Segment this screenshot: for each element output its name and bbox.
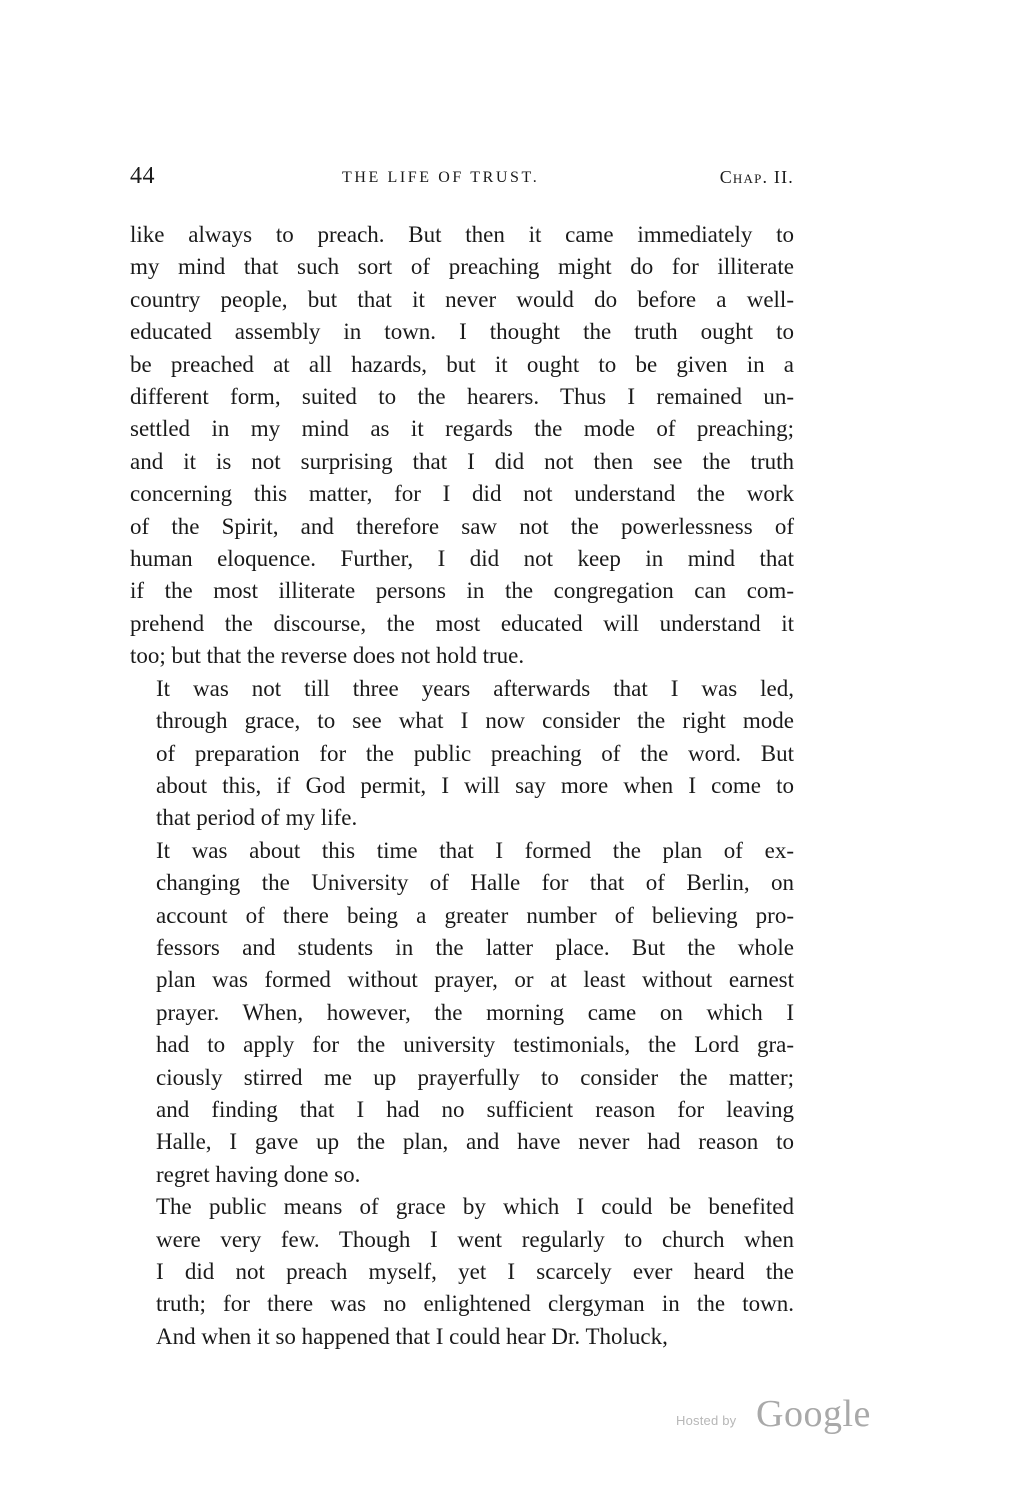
text-line: be preached at all hazards, but it ought to be given in a <box>130 351 794 377</box>
text-line: of the Spirit, and therefore saw not the powerlessness of <box>130 513 794 539</box>
text-line: Halle, I gave up the plan, and have never had reason to <box>156 1129 794 1155</box>
text-line: changing the University of Halle for that of Berlin, on <box>156 870 794 896</box>
text-line: And when it so happened that I could hear Dr. Tholuck, <box>156 1323 668 1349</box>
text-line: about this, if God permit, I will say more when I come to <box>156 772 794 798</box>
text-line: prehend the discourse, the most educated will understand it <box>130 610 794 636</box>
paragraph <box>130 219 794 673</box>
google-logo: Google <box>756 1393 871 1435</box>
running-title: THE LIFE OF TRUST. <box>342 169 540 186</box>
text-line: human eloquence. Further, I did not keep in mind that <box>130 546 794 572</box>
paragraph <box>130 1191 794 1353</box>
text-line: account of there being a greater number of believing pro- <box>156 902 794 928</box>
text-line: I did not preach myself, yet I scarcely ever heard the <box>156 1259 794 1284</box>
text-line: plan was formed without prayer, or at least without earnest <box>156 967 794 993</box>
text-line: my mind that such sort of preaching might do for illiterate <box>130 254 794 280</box>
text-line: educated assembly in town. I thought the truth ought to <box>130 319 794 345</box>
hosted-by-google-watermark <box>676 1392 886 1442</box>
paragraph <box>130 673 794 835</box>
text-line: prayer. When, however, the morning came on which I <box>156 999 794 1025</box>
page-number: 44 <box>130 163 155 189</box>
text-line: through grace, to see what I now consider the right mode <box>156 708 794 734</box>
text-line: It was not till three years afterwards that I was led, <box>156 675 794 701</box>
chapter-label: Chap. II. <box>719 167 794 187</box>
text-line: and it is not surprising that I did not then see the truth <box>130 448 794 474</box>
text-line: ciously stirred me up prayerfully to consider the matter; <box>156 1064 794 1090</box>
body-text <box>130 219 794 1353</box>
text-line: different form, suited to the hearers. Thus I remained un- <box>130 384 794 410</box>
text-line: too; but that the reverse does not hold true. <box>130 643 525 669</box>
text-line: settled in my mind as it regards the mode of preaching; <box>130 416 794 442</box>
paragraph <box>130 835 794 1191</box>
text-line: like always to preach. But then it came immediately to <box>130 222 794 247</box>
text-line: fessors and students in the latter place. But the whole <box>156 934 794 960</box>
text-line: had to apply for the university testimonials, the Lord gra- <box>156 1032 794 1058</box>
text-line: of preparation for the public preaching of the word. But <box>156 740 794 766</box>
text-line: concerning this matter, for I did not understand the work <box>130 481 794 507</box>
text-line: country people, but that it never would do before a well- <box>130 286 794 312</box>
text-line: regret having done so. <box>156 1161 361 1187</box>
text-line: The public means of grace by which I could be benefited <box>156 1194 794 1220</box>
text-line: that period of my life. <box>156 805 358 831</box>
text-line: and finding that I had no sufficient reason for leaving <box>156 1096 794 1122</box>
watermark-hosted-label: Hosted by <box>676 1413 737 1428</box>
text-line: if the most illiterate persons in the congregation can com- <box>130 578 794 604</box>
text-line: truth; for there was no enlightened clergyman in the town. <box>156 1291 794 1317</box>
text-line: were very few. Though I went regularly to church when <box>156 1226 794 1252</box>
running-head <box>130 163 794 195</box>
text-line: It was about this time that I formed the plan of ex- <box>156 837 794 863</box>
